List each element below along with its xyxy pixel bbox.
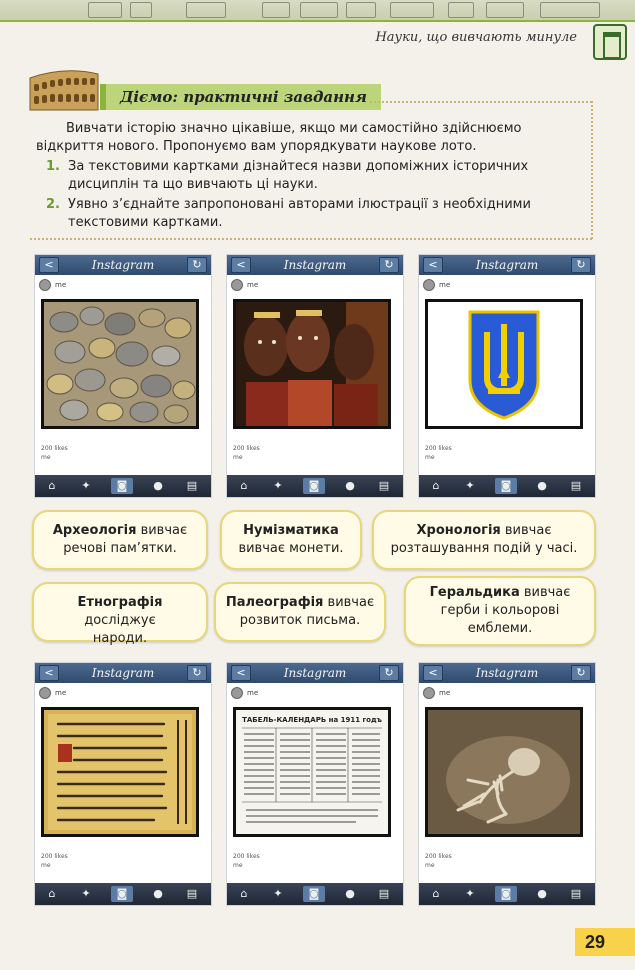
lotto-card-heraldry[interactable] (404, 576, 596, 646)
card-term: Палеографія (225, 595, 324, 610)
reload-button[interactable]: ↻ (571, 665, 591, 681)
archaeological-burial-photo (425, 707, 583, 837)
instagram-nav-bar (227, 475, 403, 497)
instagram-logo: Instagram (475, 258, 539, 272)
explore-icon[interactable]: ✦ (273, 887, 283, 900)
coins-photo (41, 299, 199, 429)
reload-button[interactable]: ↻ (571, 257, 591, 273)
explore-icon[interactable]: ✦ (465, 887, 475, 900)
back-button[interactable]: < (231, 665, 251, 681)
calendar-table-image (236, 710, 388, 834)
page-number: 29 (575, 928, 635, 956)
card-term: Хронологія (416, 523, 501, 538)
book-icon (593, 24, 627, 60)
card-definition: вивчає речові пам’ятки. (63, 523, 188, 556)
home-icon[interactable]: ⌂ (48, 479, 56, 492)
task-2 (46, 196, 588, 232)
username: me (55, 689, 67, 697)
liker-name: me (233, 862, 243, 869)
liker-name: me (233, 454, 243, 461)
likes-count: 200 likes (233, 853, 260, 860)
manuscript-photo (41, 707, 199, 837)
card-definition: вивчає герби і кольорові емблеми. (440, 585, 571, 636)
coat-of-arms-photo (425, 299, 583, 429)
liker-name: me (425, 862, 435, 869)
instagram-card-people (226, 254, 404, 498)
liker-name: me (425, 454, 435, 461)
instagram-logo: Instagram (91, 258, 155, 272)
lotto-card-chronology[interactable] (372, 510, 596, 570)
likes-count: 200 likes (41, 853, 68, 860)
lotto-card-palaeography[interactable] (214, 582, 386, 642)
ethnic-people-photo (233, 299, 391, 429)
card-term: Археологія (52, 523, 137, 538)
camera-icon[interactable]: ◙ (303, 478, 325, 494)
calendar-title: ТАБЕЛЬ-КАЛЕНДАРЬ на 1911 годъ (242, 716, 382, 724)
home-icon[interactable]: ⌂ (432, 479, 440, 492)
avatar (39, 279, 51, 291)
instagram-top-bar (35, 255, 211, 275)
camera-icon[interactable]: ◙ (111, 886, 133, 902)
dotted-frame-right (591, 101, 593, 239)
card-definition: досліджує народи. (84, 613, 156, 646)
back-button[interactable]: < (39, 665, 59, 681)
avatar (39, 687, 51, 699)
home-icon[interactable]: ⌂ (48, 887, 56, 900)
instagram-logo: Instagram (283, 666, 347, 680)
people-image (236, 302, 388, 426)
back-button[interactable]: < (423, 257, 443, 273)
instagram-logo: Instagram (91, 666, 155, 680)
card-term: Нумізматика (243, 523, 339, 538)
card-definition: вивчає розвиток письма. (239, 595, 375, 628)
explore-icon[interactable]: ✦ (81, 887, 91, 900)
task-number: 1. (46, 159, 60, 174)
activity-icon[interactable]: ● (345, 479, 355, 492)
likes-count: 200 likes (425, 853, 452, 860)
task-text: Уявно з’єднайте запропоновані авторами ілюстрації з необхідними текстовими картками. (68, 197, 531, 230)
profile-icon[interactable]: ▤ (186, 887, 198, 900)
skeleton-image (428, 710, 580, 834)
reload-button[interactable]: ↻ (187, 257, 207, 273)
card-term: Геральдика (429, 585, 520, 600)
profile-icon[interactable]: ▤ (570, 479, 582, 492)
instagram-top-bar (35, 663, 211, 683)
dotted-frame-bottom (30, 238, 592, 240)
instagram-card-skeleton (418, 662, 596, 906)
back-button[interactable]: < (423, 665, 443, 681)
home-icon[interactable]: ⌂ (240, 887, 248, 900)
instagram-logo: Instagram (475, 666, 539, 680)
instagram-nav-bar (419, 475, 595, 497)
avatar (231, 279, 243, 291)
back-button[interactable]: < (39, 257, 59, 273)
instagram-top-bar (227, 255, 403, 275)
profile-icon[interactable]: ▤ (378, 479, 390, 492)
likes-count: 200 likes (41, 445, 68, 452)
card-term: Етнографія (77, 595, 163, 610)
instagram-top-bar (419, 663, 595, 683)
username: me (439, 689, 451, 697)
task-1 (46, 158, 588, 194)
instagram-top-bar (419, 255, 595, 275)
card-definition: вивчає розташування подій у часі. (390, 523, 578, 556)
activity-icon[interactable]: ● (345, 887, 355, 900)
trident-emblem-icon (428, 302, 580, 426)
liker-name: me (41, 454, 51, 461)
activity-icon[interactable]: ● (153, 887, 163, 900)
back-button[interactable]: < (231, 257, 251, 273)
username: me (247, 281, 259, 289)
profile-icon[interactable]: ▤ (570, 887, 582, 900)
colosseum-icon (28, 64, 100, 112)
instagram-nav-bar (35, 475, 211, 497)
task-number: 2. (46, 197, 60, 212)
lotto-card-archaeology[interactable] (32, 510, 208, 570)
task-text: За текстовими картками дізнайтеся назви допоміжних історичних дисциплін та що вивчають ці науки. (68, 159, 529, 192)
username: me (247, 689, 259, 697)
explore-icon[interactable]: ✦ (465, 479, 475, 492)
camera-icon[interactable]: ◙ (303, 886, 325, 902)
home-icon[interactable]: ⌂ (432, 887, 440, 900)
lotto-card-numismatics[interactable] (220, 510, 362, 570)
username: me (55, 281, 67, 289)
explore-icon[interactable]: ✦ (81, 479, 91, 492)
reload-button[interactable]: ↻ (187, 665, 207, 681)
manuscript-image (44, 710, 196, 834)
card-definition: вивчає монети. (238, 541, 344, 556)
intro-paragraph: Вивчати історію значно цікавіше, якщо ми самостійно здійснюємо відкриття нового. Пропонуємо вам упорядкувати наукове лото. (36, 121, 522, 154)
instagram-card-manuscript (34, 662, 212, 906)
instagram-card-calendar (226, 662, 404, 906)
profile-icon[interactable]: ▤ (378, 887, 390, 900)
explore-icon[interactable]: ✦ (273, 479, 283, 492)
avatar (423, 279, 435, 291)
activity-icon[interactable]: ● (537, 479, 547, 492)
activity-icon[interactable]: ● (537, 887, 547, 900)
instagram-logo: Instagram (283, 258, 347, 272)
section-title: Дiємо: практичні завдання (100, 84, 381, 110)
likes-count: 200 likes (233, 445, 260, 452)
instagram-top-bar (227, 663, 403, 683)
coins-image (44, 302, 196, 426)
dotted-frame-top (370, 101, 592, 103)
avatar (423, 687, 435, 699)
calendar-photo (233, 707, 391, 837)
camera-icon[interactable]: ◙ (495, 886, 517, 902)
liker-name: me (41, 862, 51, 869)
instagram-nav-bar (419, 883, 595, 905)
profile-icon[interactable]: ▤ (186, 479, 198, 492)
lotto-card-ethnography[interactable] (32, 582, 208, 646)
chapter-title: Науки, що вивчають минуле (375, 30, 577, 45)
reload-button[interactable]: ↻ (379, 665, 399, 681)
reload-button[interactable]: ↻ (379, 257, 399, 273)
avatar (231, 687, 243, 699)
camera-icon[interactable]: ◙ (111, 478, 133, 494)
home-icon[interactable]: ⌂ (240, 479, 248, 492)
instagram-nav-bar (227, 883, 403, 905)
likes-count: 200 likes (425, 445, 452, 452)
activity-icon[interactable]: ● (153, 479, 163, 492)
username: me (439, 281, 451, 289)
decorative-top-strip (0, 0, 635, 22)
instagram-card-coins (34, 254, 212, 498)
instagram-nav-bar (35, 883, 211, 905)
instagram-card-coat-of-arms (418, 254, 596, 498)
camera-icon[interactable]: ◙ (495, 478, 517, 494)
